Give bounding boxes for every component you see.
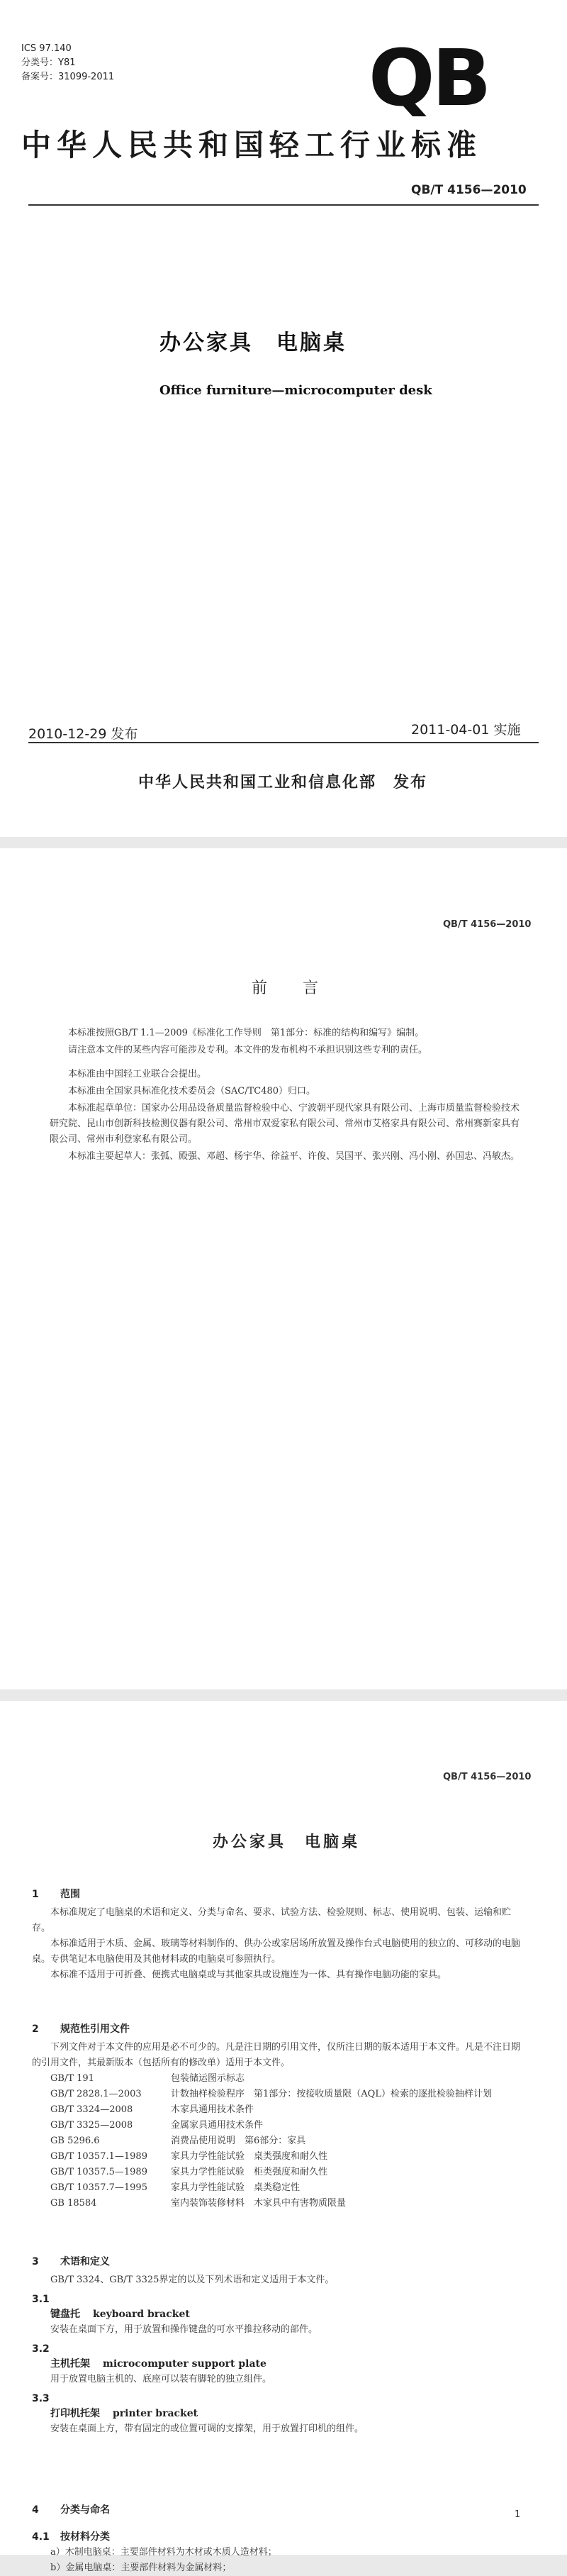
clause-heading <box>32 2502 528 2516</box>
scope-paragraph: 本标准适用于木质、金属、玻璃等材料制作的、供办公或家居场所放置及操作台式电脑使用的独立的、可移动的电脑桌。专供笔记本电脑使用及其他材料或的电脑桌可参照执行。 <box>32 1938 521 1965</box>
term-definition: 安装在桌面下方，用于放置和操作键盘的可水平推拉移动的部件。 <box>50 2324 318 2335</box>
clause-classification <box>32 2502 528 2521</box>
term-number: 3.1 <box>32 2294 50 2305</box>
clause-heading <box>32 2254 528 2268</box>
cover-page <box>0 0 567 837</box>
reference-name: 消费品使用说明 第6部分：家具 <box>171 2136 306 2146</box>
reference-code: GB/T 2828.1—2003 <box>50 2089 142 2099</box>
document-title-en: Office furniture—microcomputer desk <box>159 383 432 398</box>
reference-name: 金属家具通用技术条件 <box>171 2120 264 2131</box>
clause-number: 3 <box>32 2256 39 2267</box>
term-name <box>50 2356 528 2370</box>
document-title-cn: 办公家具 电脑桌 <box>159 331 347 355</box>
clause-heading <box>32 2021 528 2036</box>
implement-date: 2011-04-01 实施 <box>411 722 521 738</box>
clause-normative-references <box>32 2021 528 2211</box>
clause-heading <box>32 1887 528 1901</box>
body-page <box>0 1701 567 2573</box>
foreword-paragraph: 本标准按照GB/T 1.1—2009《标准化工作导则 第1部分：标准的结构和编写》编制。 <box>68 1028 425 1038</box>
reference-item <box>32 2180 528 2196</box>
classification-code: 分类号：Y81 <box>21 57 76 68</box>
term-en: printer bracket <box>113 2408 198 2419</box>
reference-item <box>32 2165 528 2180</box>
clause-terms <box>32 2254 528 2437</box>
term-cn: 键盘托 <box>50 2309 80 2320</box>
reference-code: GB 18584 <box>50 2198 97 2209</box>
term-definition: 安装在桌面上方，带有固定的或位置可调的支撑架，用于放置打印机的组件。 <box>50 2424 364 2434</box>
foreword-heading: 前 言 <box>252 979 329 997</box>
clause-number: 2 <box>32 2023 39 2035</box>
clause-number: 4 <box>32 2504 39 2516</box>
standard-title: 中华人民共和国轻工行业标准 <box>21 128 483 162</box>
term-definition: 用于放置电脑主机的、底座可以装有脚轮的独立组件。 <box>50 2374 272 2385</box>
issue-date: 2010-12-29 发布 <box>28 726 138 742</box>
clause-title: 范围 <box>60 1889 80 1900</box>
reference-item <box>32 2133 528 2149</box>
reference-name: 包装储运图示标志 <box>171 2073 245 2084</box>
page-header-code: QB/T 4156—2010 <box>443 1772 532 1782</box>
foreword-paragraph: 本标准由全国家具标准化技术委员会（SAC/TC480）归口。 <box>68 1086 316 1097</box>
reference-code: GB/T 3325—2008 <box>50 2120 133 2131</box>
ics-code: ICS 97.140 <box>21 43 72 54</box>
reference-code: GB/T 10357.1—1989 <box>50 2151 147 2162</box>
term-en: microcomputer support plate <box>103 2358 266 2370</box>
normative-intro: 下列文件对于本文件的应用是必不可少的。凡是注日期的引用文件，仅所注日期的版本适用于本文件。凡是不注日期的引用文件，其最新版本（包括所有的修改单）适用于本文件。 <box>32 2042 521 2068</box>
body-title: 办公家具 电脑桌 <box>213 1833 361 1851</box>
scope-paragraph: 本标准不适用于可折叠、便携式电脑桌或与其他家具或设施连为一体、具有操作电脑功能的家具。 <box>50 1970 447 1980</box>
reference-name: 室内装饰装修材料 木家具中有害物质限量 <box>171 2198 347 2209</box>
reference-item <box>32 2071 528 2087</box>
reference-code: GB/T 10357.5—1989 <box>50 2167 147 2177</box>
term-en: keyboard bracket <box>93 2309 190 2320</box>
subclause-title: 按材料分类 <box>60 2531 110 2543</box>
reference-item <box>32 2149 528 2165</box>
page-header-code: QB/T 4156—2010 <box>443 919 532 930</box>
terms-intro: GB/T 3324、GB/T 3325界定的以及下列术语和定义适用于本文件。 <box>50 2275 335 2285</box>
subclause-number: 4.1 <box>32 2531 50 2543</box>
term-name <box>50 2306 528 2321</box>
issuer: 中华人民共和国工业和信息化部 发布 <box>138 774 428 792</box>
term-number: 3.2 <box>32 2343 50 2355</box>
reference-code: GB/T 3324—2008 <box>50 2104 133 2115</box>
standard-code: QB/T 4156—2010 <box>411 183 527 197</box>
term-cn: 主机托架 <box>50 2358 90 2370</box>
bottom-rule <box>28 742 539 743</box>
reference-name: 家具力学性能试验 柜类强度和耐久性 <box>171 2167 328 2177</box>
foreword-body <box>50 1026 521 1166</box>
reference-item <box>32 2087 528 2102</box>
record-number: 备案号：31099-2011 <box>21 72 115 82</box>
reference-name: 木家具通用技术条件 <box>171 2104 254 2115</box>
classification-list <box>32 2545 528 2576</box>
foreword-paragraph: 本标准由中国轻工业联合会提出。 <box>68 1069 207 1079</box>
clause-title: 术语和定义 <box>60 2256 110 2267</box>
reference-name: 家具力学性能试验 桌类强度和耐久性 <box>171 2151 328 2162</box>
foreword-page <box>0 848 567 1689</box>
reference-name: 家具力学性能试验 桌类稳定性 <box>171 2182 301 2193</box>
reference-code: GB/T 191 <box>50 2073 94 2084</box>
scope-paragraph: 本标准规定了电脑桌的术语和定义、分类与命名、要求、试验方法、检验规则、标志、使用说明、包装、运输和贮存。 <box>32 1907 512 1933</box>
reference-name: 计数抽样检验程序 第1部分：按接收质量限（AQL）检索的逐批检验抽样计划 <box>171 2089 492 2099</box>
reference-code: GB/T 10357.7—1995 <box>50 2182 147 2193</box>
clause-title: 分类与命名 <box>60 2504 110 2516</box>
term-cn: 打印机托架 <box>50 2408 100 2419</box>
list-item: b）金属电脑桌：主要部件材料为金属材料； <box>50 2563 232 2573</box>
top-rule <box>28 204 539 206</box>
qb-logo: QB <box>369 33 489 123</box>
list-item: a）木制电脑桌：主要部件材料为木材或木质人造材料； <box>50 2547 277 2558</box>
reference-item <box>32 2196 528 2211</box>
clause-scope <box>32 1887 528 1983</box>
clause-title: 规范性引用文件 <box>60 2023 130 2035</box>
term-name <box>50 2406 528 2420</box>
reference-code: GB 5296.6 <box>50 2136 100 2146</box>
term-number: 3.3 <box>32 2393 50 2404</box>
clause-number: 1 <box>32 1889 39 1900</box>
foreword-paragraph: 本标准起草单位：国家办公用品设备质量监督检验中心、宁波朝平现代家具有限公司、上海市质量监督检验技术研究院、昆山市创新科技检测仪器有限公司、常州市双爱家私有限公司、常州市艾格家具有限公司、常州赛新家具有限公司、常州市利登家私有限公司。 <box>50 1103 520 1145</box>
reference-item <box>32 2118 528 2133</box>
subclause-heading <box>32 2529 528 2543</box>
page-number: 1 <box>515 2509 521 2520</box>
foreword-paragraph: 本标准主要起草人：张弧、殿强、邓超、杨宇华、徐益平、许俊、吴国平、张兴刚、冯小刚、孙国忠、冯敏杰。 <box>68 1151 520 1162</box>
foreword-paragraph: 请注意本文件的某些内容可能涉及专利。本文件的发布机构不承担识别这些专利的责任。 <box>68 1045 428 1055</box>
reference-item <box>32 2102 528 2118</box>
